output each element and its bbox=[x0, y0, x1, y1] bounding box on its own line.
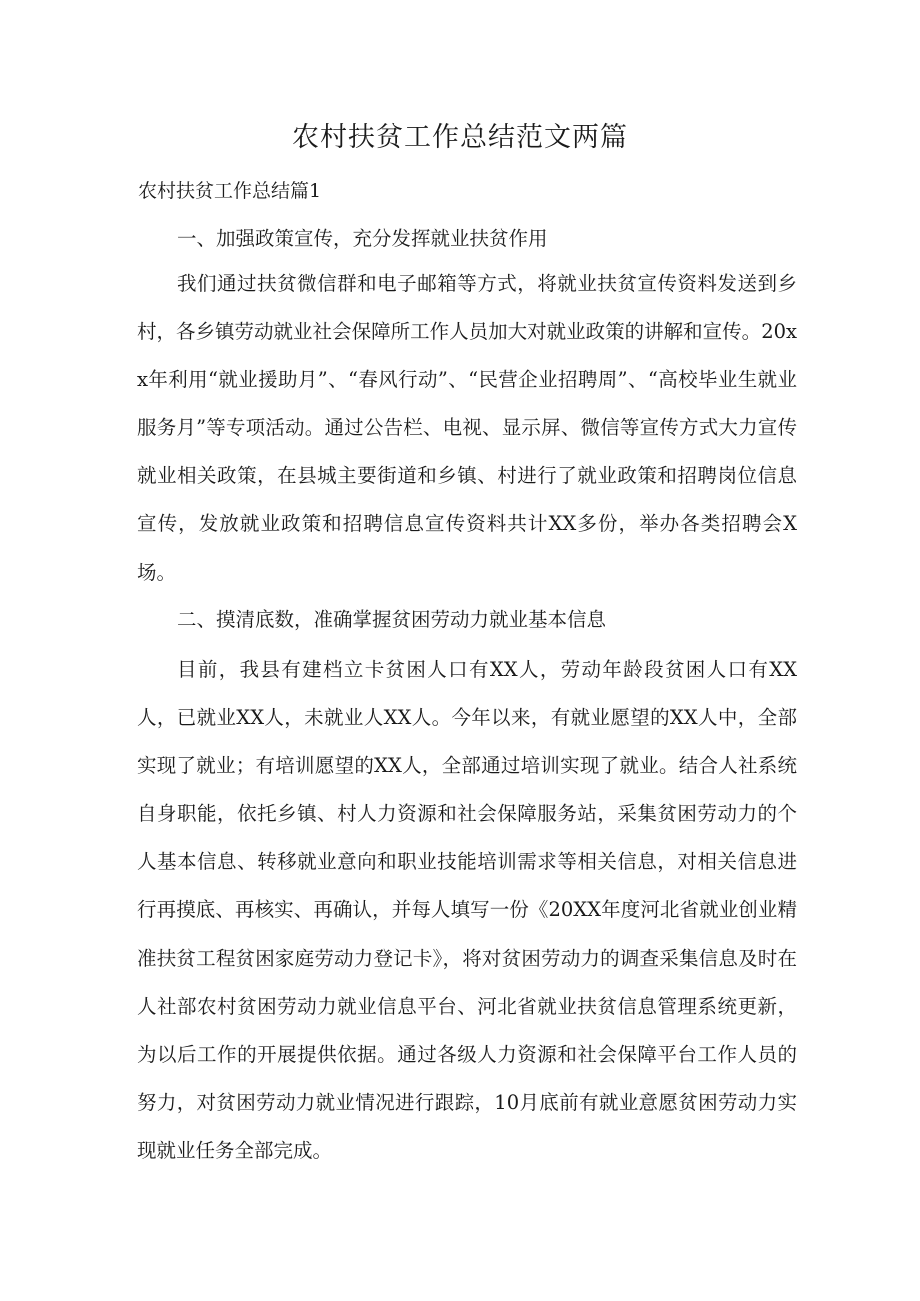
document-title: 农村扶贫工作总结范文两篇 bbox=[292, 122, 628, 153]
article-subtitle: 农村扶贫工作总结篇1 bbox=[138, 180, 322, 202]
section-paragraph-1: 我们通过扶贫微信群和电子邮箱等方式，将就业扶贫宣传资料发送到乡村，各乡镇劳动就业社会保障所工作人员加大对就业政策的讲解和宣传。20xx年利用“就业援助月”、“春风行动”、“民营企业招聘周”、“高校毕业生就业服务月”等专项活动。通过公告栏、电视、显示屏、微信等宣传方式大力宣传就业相关政策，在县城主要街道和乡镇、村进行了就业政策和招聘岗位信息宣传，发放就业政策和招聘信息宣传资料共计XX多份，举办各类招聘会X场。 bbox=[137, 272, 797, 584]
section-paragraph-2: 目前，我县有建档立卡贫困人口有XX人，劳动年龄段贫困人口有XX人，已就业XX人，未就业人XX人。今年以来，有就业愿望的XX人中，全部实现了就业；有培训愿望的XX人，全部通过培训实现了就业。结合人社系统自身职能，依托乡镇、村人力资源和社会保障服务站，采集贫困劳动力的个人基本信息、转移就业意向和职业技能培训需求等相关信息，对相关信息进行再摸底、再核实、再确认，并每人填写一份《20XX年度河北省就业创业精准扶贫工程贫困家庭劳动力登记卡》，将对贫困劳动力的调查采集信息及时在人社部农村贫困劳动力就业信息平台、河北省就业扶贫信息管理系统更新，为以后工作的开展提供依据。通过各级人力资源和社会保障平台工作人员的努力，对贫困劳动力就业情况进行跟踪，10月底前有就业意愿贫困劳动力实现就业任务全部完成。 bbox=[137, 658, 797, 1162]
section-heading-2: 二、摸清底数，准确掌握贫困劳动力就业基本信息 bbox=[177, 608, 607, 631]
section-heading-1: 一、加强政策宣传，充分发挥就业扶贫作用 bbox=[177, 227, 548, 250]
